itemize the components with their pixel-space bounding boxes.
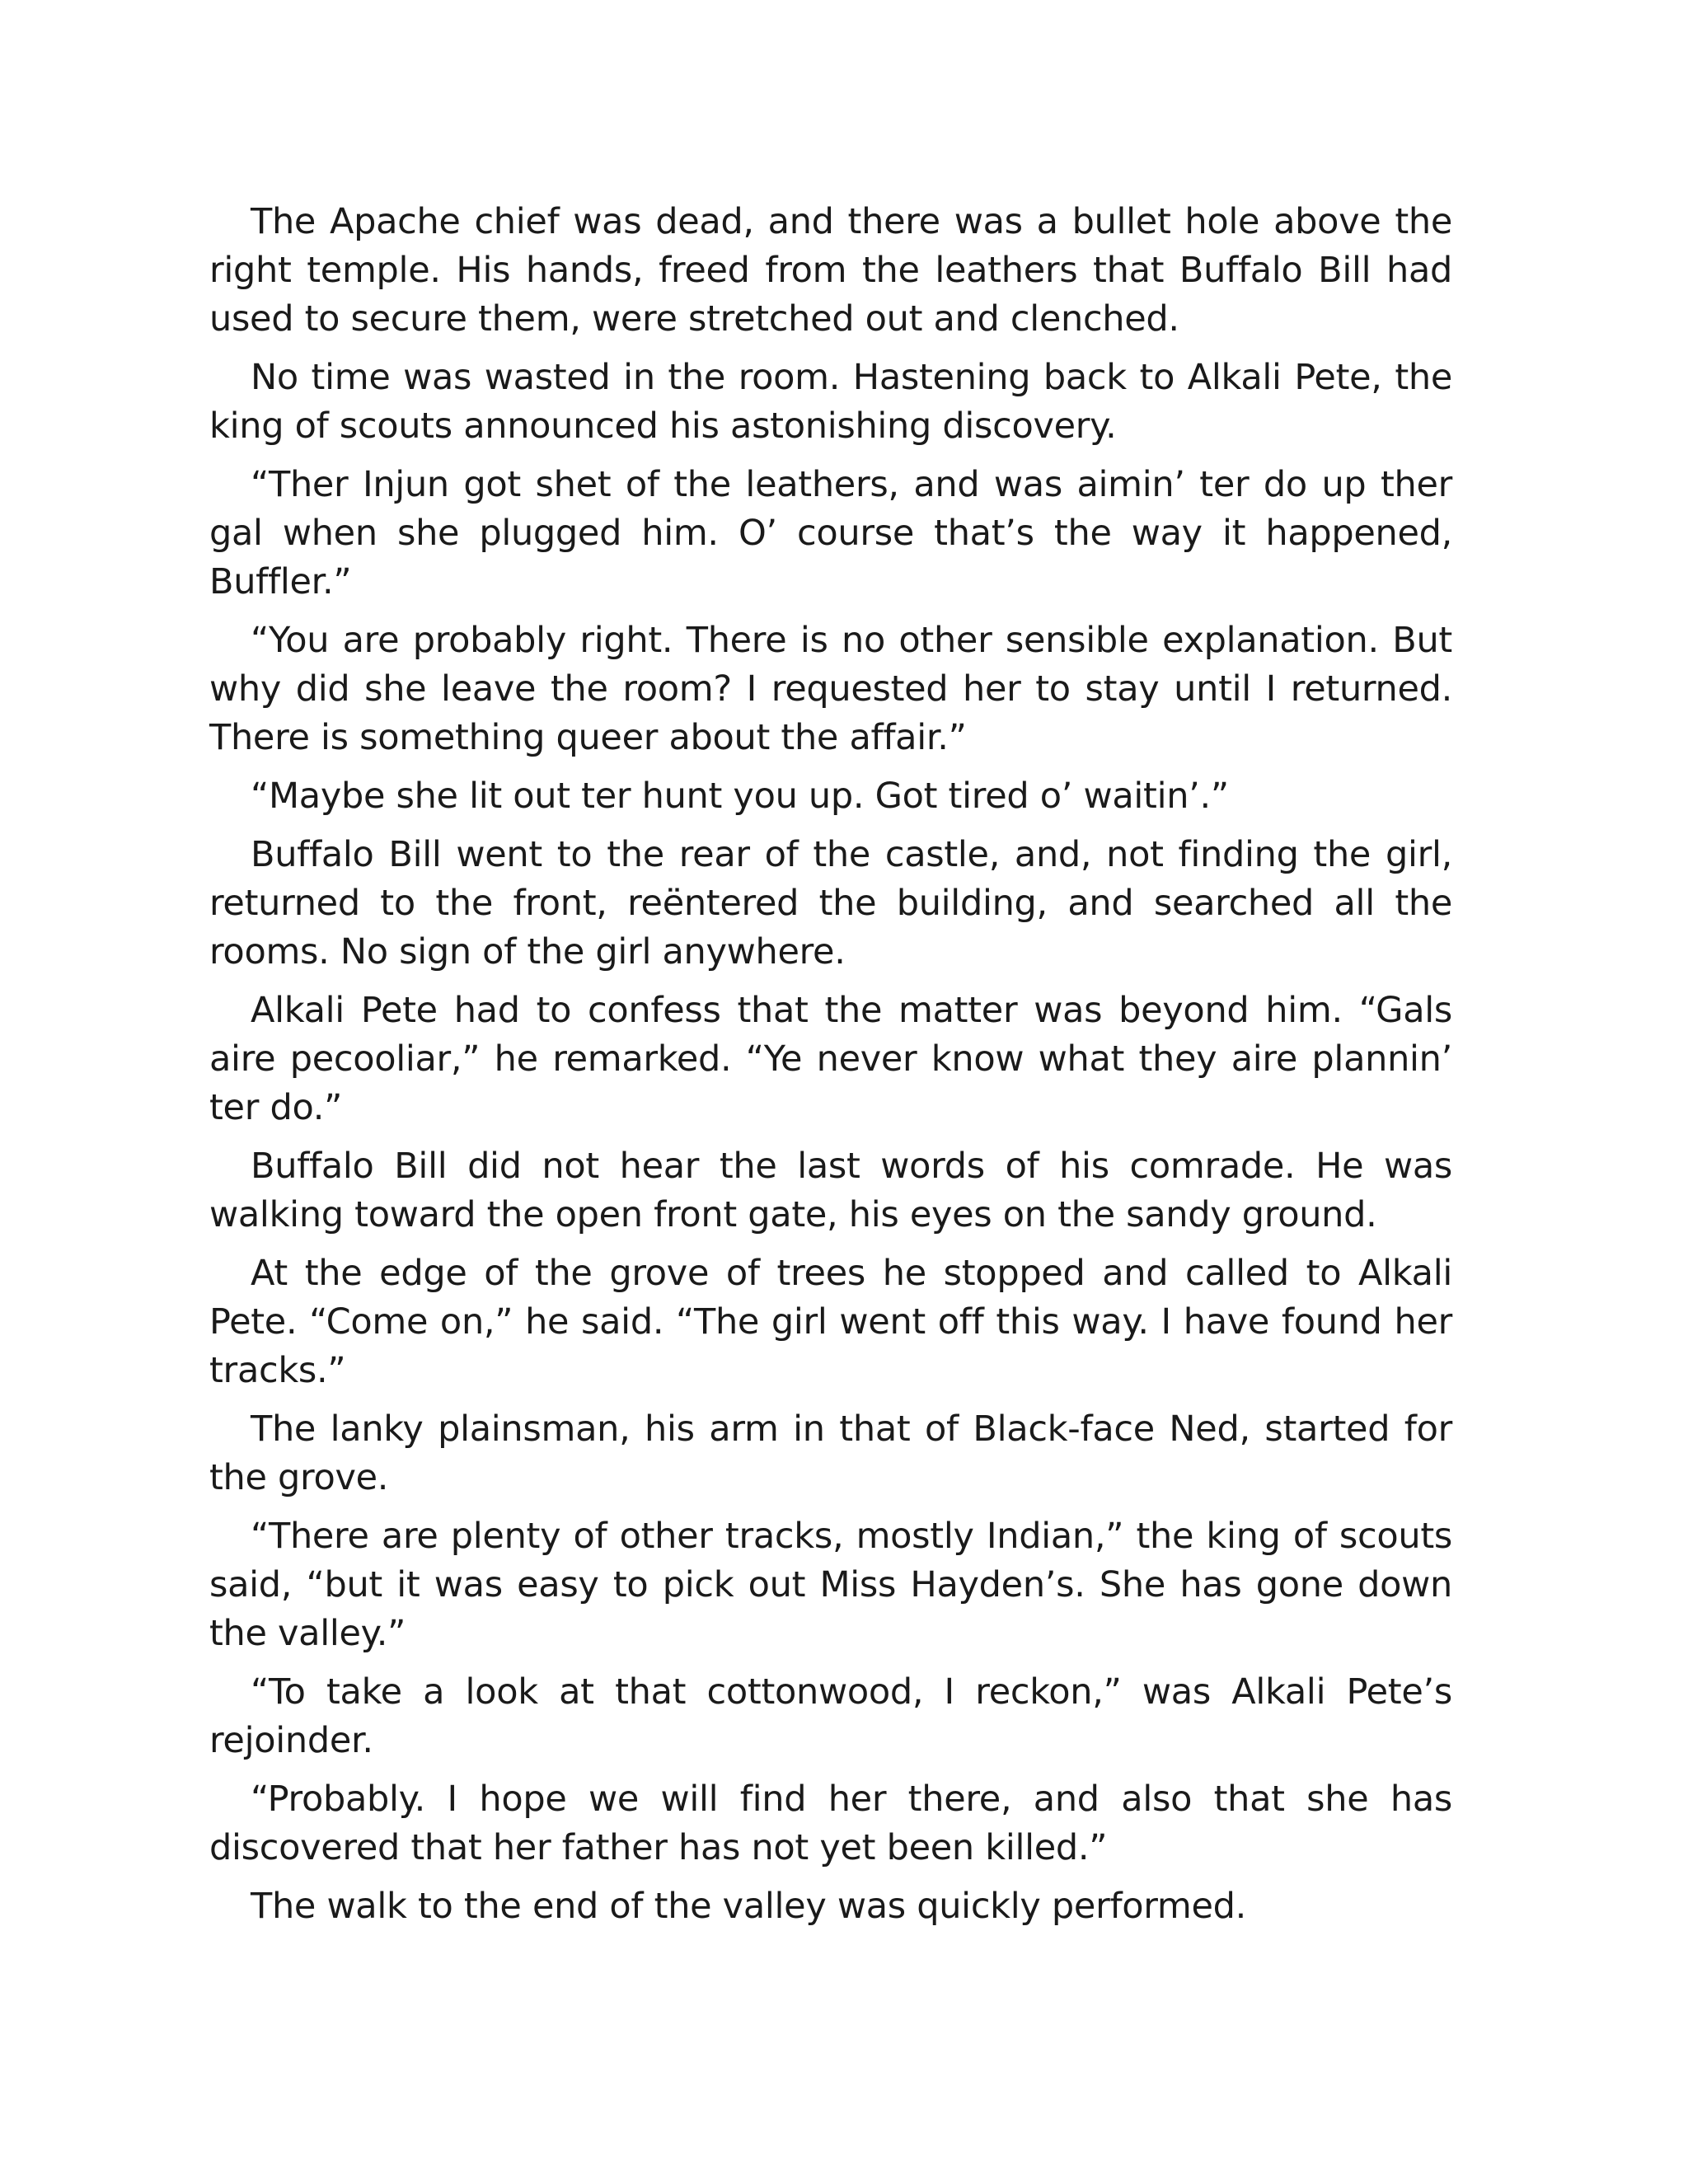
paragraph: The Apache chief was dead, and there was a bullet hole above the right temple. His hands, freed from the leathers that Buffalo Bill had used to secure them, were stretched out and clenched. — [209, 201, 1452, 340]
paragraph: Buffalo Bill did not hear the last words of his comrade. He was walking toward the open front gate, his eyes on the sandy ground. — [209, 1146, 1452, 1235]
paragraph: Buffalo Bill went to the rear of the castle, and, not finding the girl, returned to the front, reëntered the building, and searched all the rooms. No sign of the girl anywhere. — [209, 834, 1452, 972]
paragraph: At the edge of the grove of trees he stopped and called to Alkali Pete. “Come on,” he said. “The girl went off this way. I have found her tracks.” — [209, 1253, 1452, 1391]
paragraph: “You are probably right. There is no other sensible explanation. But why did she leave the room? I requested her to stay until I returned. There is something queer about the affair.” — [209, 620, 1452, 758]
paragraph: The lanky plainsman, his arm in that of Black-face Ned, started for the grove. — [209, 1408, 1452, 1498]
paragraph: “Ther Injun got shet of the leathers, and was aimin’ ter do up ther gal when she plugged him. O’ course that’s the way it happened, Buffler.” — [209, 464, 1452, 602]
page-body — [209, 198, 1452, 1941]
paragraph: “There are plenty of other tracks, mostly Indian,” the king of scouts said, “but it was easy to pick out Miss Hayden’s. She has gone down the valley.” — [209, 1516, 1452, 1654]
paragraph: Alkali Pete had to confess that the matter was beyond him. “Gals aire pecooliar,” he remarked. “Ye never know what they aire plannin’ ter do.” — [209, 990, 1452, 1128]
paragraph: “To take a look at that cottonwood, I reckon,” was Alkali Pete’s rejoinder. — [209, 1671, 1452, 1761]
paragraph: The walk to the end of the valley was quickly performed. — [251, 1886, 1247, 1927]
paragraph: No time was wasted in the room. Hastening back to Alkali Pete, the king of scouts announced his astonishing discovery. — [209, 357, 1452, 447]
paragraph: “Probably. I hope we will find her there, and also that she has discovered that her father has not yet been killed.” — [209, 1779, 1452, 1868]
paragraph: “Maybe she lit out ter hunt you up. Got tired o’ waitin’.” — [251, 776, 1229, 817]
